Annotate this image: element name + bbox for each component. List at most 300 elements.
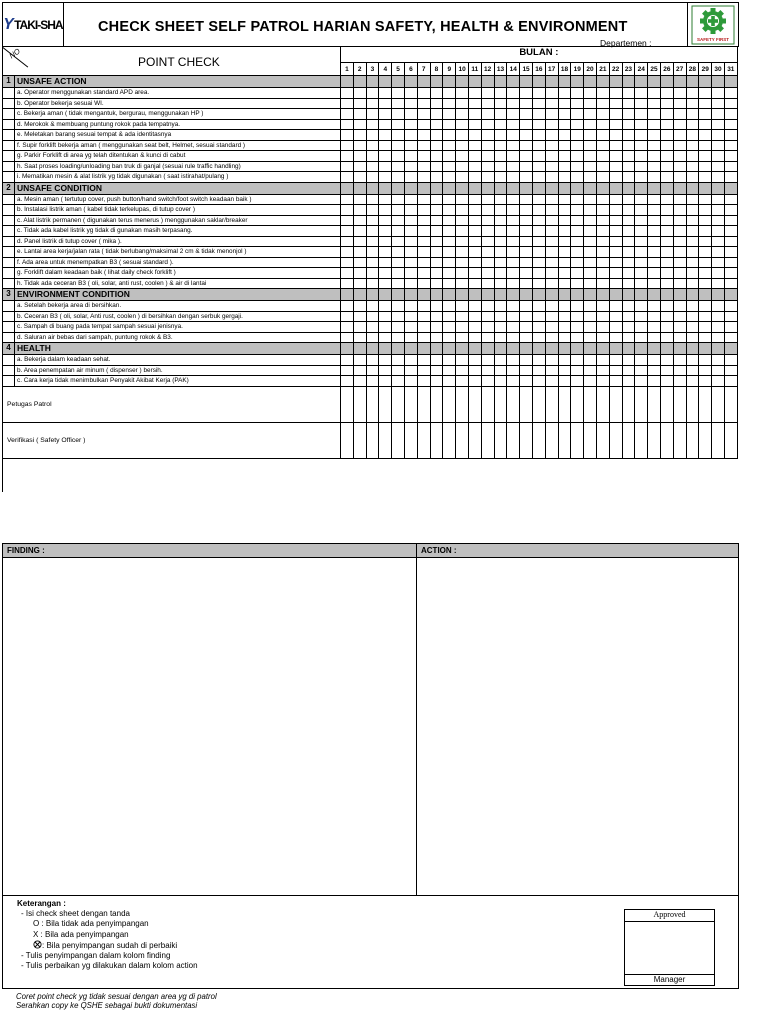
check-cell[interactable] bbox=[533, 301, 546, 312]
check-cell[interactable] bbox=[418, 268, 431, 279]
check-cell[interactable] bbox=[674, 322, 687, 333]
check-cell[interactable] bbox=[418, 333, 431, 344]
signature-cell[interactable] bbox=[546, 387, 559, 423]
check-cell[interactable] bbox=[648, 226, 661, 237]
check-cell[interactable] bbox=[392, 312, 405, 323]
check-cell[interactable] bbox=[431, 162, 444, 173]
check-cell[interactable] bbox=[392, 355, 405, 366]
check-cell[interactable] bbox=[379, 322, 392, 333]
check-cell[interactable] bbox=[495, 226, 508, 237]
check-cell[interactable] bbox=[597, 226, 610, 237]
check-cell[interactable] bbox=[456, 216, 469, 227]
check-cell[interactable] bbox=[482, 268, 495, 279]
check-cell[interactable] bbox=[712, 99, 725, 110]
check-cell[interactable] bbox=[610, 237, 623, 248]
check-cell[interactable] bbox=[469, 195, 482, 206]
signature-cell[interactable] bbox=[623, 423, 636, 459]
check-cell[interactable] bbox=[699, 216, 712, 227]
check-cell[interactable] bbox=[648, 195, 661, 206]
check-cell[interactable] bbox=[456, 268, 469, 279]
check-cell[interactable] bbox=[469, 109, 482, 120]
check-cell[interactable] bbox=[341, 268, 354, 279]
check-cell[interactable] bbox=[443, 333, 456, 344]
check-cell[interactable] bbox=[725, 120, 738, 131]
check-cell[interactable] bbox=[379, 99, 392, 110]
check-cell[interactable] bbox=[469, 151, 482, 162]
check-cell[interactable] bbox=[482, 355, 495, 366]
check-cell[interactable] bbox=[418, 195, 431, 206]
check-cell[interactable] bbox=[687, 109, 700, 120]
check-cell[interactable] bbox=[495, 247, 508, 258]
check-cell[interactable] bbox=[648, 301, 661, 312]
check-cell[interactable] bbox=[456, 141, 469, 152]
check-cell[interactable] bbox=[571, 195, 584, 206]
check-cell[interactable] bbox=[559, 120, 572, 131]
check-cell[interactable] bbox=[469, 279, 482, 290]
signature-cell[interactable] bbox=[546, 423, 559, 459]
check-cell[interactable] bbox=[546, 141, 559, 152]
check-cell[interactable] bbox=[341, 109, 354, 120]
check-cell[interactable] bbox=[469, 120, 482, 131]
check-cell[interactable] bbox=[418, 366, 431, 377]
check-cell[interactable] bbox=[456, 88, 469, 99]
check-cell[interactable] bbox=[443, 312, 456, 323]
check-cell[interactable] bbox=[367, 333, 380, 344]
check-cell[interactable] bbox=[443, 162, 456, 173]
check-cell[interactable] bbox=[469, 205, 482, 216]
check-cell[interactable] bbox=[597, 237, 610, 248]
check-cell[interactable] bbox=[392, 322, 405, 333]
check-cell[interactable] bbox=[623, 333, 636, 344]
check-cell[interactable] bbox=[405, 237, 418, 248]
check-cell[interactable] bbox=[507, 322, 520, 333]
check-cell[interactable] bbox=[418, 120, 431, 131]
check-cell[interactable] bbox=[610, 312, 623, 323]
check-cell[interactable] bbox=[623, 226, 636, 237]
check-cell[interactable] bbox=[443, 237, 456, 248]
check-cell[interactable] bbox=[495, 237, 508, 248]
check-cell[interactable] bbox=[341, 162, 354, 173]
check-cell[interactable] bbox=[418, 216, 431, 227]
check-cell[interactable] bbox=[431, 99, 444, 110]
check-cell[interactable] bbox=[533, 216, 546, 227]
check-cell[interactable] bbox=[443, 216, 456, 227]
check-cell[interactable] bbox=[635, 258, 648, 269]
check-cell[interactable] bbox=[559, 301, 572, 312]
check-cell[interactable] bbox=[571, 268, 584, 279]
signature-cell[interactable] bbox=[392, 387, 405, 423]
check-cell[interactable] bbox=[507, 172, 520, 183]
check-cell[interactable] bbox=[379, 216, 392, 227]
check-cell[interactable] bbox=[610, 195, 623, 206]
check-cell[interactable] bbox=[597, 322, 610, 333]
signature-cell[interactable] bbox=[431, 423, 444, 459]
check-cell[interactable] bbox=[495, 216, 508, 227]
check-cell[interactable] bbox=[699, 333, 712, 344]
check-cell[interactable] bbox=[431, 88, 444, 99]
check-cell[interactable] bbox=[623, 301, 636, 312]
check-cell[interactable] bbox=[584, 109, 597, 120]
check-cell[interactable] bbox=[559, 322, 572, 333]
check-cell[interactable] bbox=[367, 366, 380, 377]
check-cell[interactable] bbox=[443, 151, 456, 162]
check-cell[interactable] bbox=[725, 247, 738, 258]
check-cell[interactable] bbox=[571, 279, 584, 290]
check-cell[interactable] bbox=[443, 99, 456, 110]
check-cell[interactable] bbox=[495, 99, 508, 110]
check-cell[interactable] bbox=[341, 99, 354, 110]
check-cell[interactable] bbox=[725, 237, 738, 248]
check-cell[interactable] bbox=[469, 322, 482, 333]
check-cell[interactable] bbox=[674, 216, 687, 227]
check-cell[interactable] bbox=[610, 109, 623, 120]
signature-cell[interactable] bbox=[456, 423, 469, 459]
check-cell[interactable] bbox=[354, 130, 367, 141]
check-cell[interactable] bbox=[520, 141, 533, 152]
check-cell[interactable] bbox=[456, 258, 469, 269]
check-cell[interactable] bbox=[405, 151, 418, 162]
check-cell[interactable] bbox=[520, 247, 533, 258]
check-cell[interactable] bbox=[571, 312, 584, 323]
check-cell[interactable] bbox=[443, 376, 456, 387]
check-cell[interactable] bbox=[725, 301, 738, 312]
check-cell[interactable] bbox=[495, 366, 508, 377]
check-cell[interactable] bbox=[354, 109, 367, 120]
check-cell[interactable] bbox=[507, 247, 520, 258]
check-cell[interactable] bbox=[520, 226, 533, 237]
check-cell[interactable] bbox=[674, 195, 687, 206]
check-cell[interactable] bbox=[610, 355, 623, 366]
check-cell[interactable] bbox=[597, 355, 610, 366]
check-cell[interactable] bbox=[456, 355, 469, 366]
check-cell[interactable] bbox=[635, 333, 648, 344]
signature-cell[interactable] bbox=[354, 423, 367, 459]
check-cell[interactable] bbox=[571, 322, 584, 333]
check-cell[interactable] bbox=[559, 130, 572, 141]
check-cell[interactable] bbox=[648, 162, 661, 173]
check-cell[interactable] bbox=[584, 88, 597, 99]
signature-cell[interactable] bbox=[610, 423, 623, 459]
check-cell[interactable] bbox=[367, 355, 380, 366]
check-cell[interactable] bbox=[379, 205, 392, 216]
check-cell[interactable] bbox=[392, 141, 405, 152]
check-cell[interactable] bbox=[635, 226, 648, 237]
check-cell[interactable] bbox=[648, 151, 661, 162]
check-cell[interactable] bbox=[520, 322, 533, 333]
check-cell[interactable] bbox=[443, 355, 456, 366]
check-cell[interactable] bbox=[405, 355, 418, 366]
check-cell[interactable] bbox=[495, 355, 508, 366]
check-cell[interactable] bbox=[354, 88, 367, 99]
check-cell[interactable] bbox=[354, 312, 367, 323]
check-cell[interactable] bbox=[533, 172, 546, 183]
check-cell[interactable] bbox=[674, 279, 687, 290]
check-cell[interactable] bbox=[379, 109, 392, 120]
check-cell[interactable] bbox=[623, 205, 636, 216]
check-cell[interactable] bbox=[623, 195, 636, 206]
check-cell[interactable] bbox=[661, 258, 674, 269]
check-cell[interactable] bbox=[661, 268, 674, 279]
check-cell[interactable] bbox=[405, 88, 418, 99]
check-cell[interactable] bbox=[699, 376, 712, 387]
check-cell[interactable] bbox=[546, 247, 559, 258]
check-cell[interactable] bbox=[520, 88, 533, 99]
check-cell[interactable] bbox=[584, 195, 597, 206]
check-cell[interactable] bbox=[418, 205, 431, 216]
check-cell[interactable] bbox=[712, 237, 725, 248]
check-cell[interactable] bbox=[725, 88, 738, 99]
check-cell[interactable] bbox=[354, 162, 367, 173]
check-cell[interactable] bbox=[571, 205, 584, 216]
check-cell[interactable] bbox=[392, 268, 405, 279]
check-cell[interactable] bbox=[482, 279, 495, 290]
check-cell[interactable] bbox=[712, 312, 725, 323]
check-cell[interactable] bbox=[661, 312, 674, 323]
check-cell[interactable] bbox=[546, 355, 559, 366]
check-cell[interactable] bbox=[571, 355, 584, 366]
check-cell[interactable] bbox=[405, 205, 418, 216]
check-cell[interactable] bbox=[597, 312, 610, 323]
check-cell[interactable] bbox=[584, 120, 597, 131]
check-cell[interactable] bbox=[495, 312, 508, 323]
check-cell[interactable] bbox=[431, 258, 444, 269]
check-cell[interactable] bbox=[482, 333, 495, 344]
check-cell[interactable] bbox=[495, 151, 508, 162]
check-cell[interactable] bbox=[495, 88, 508, 99]
check-cell[interactable] bbox=[712, 109, 725, 120]
check-cell[interactable] bbox=[533, 355, 546, 366]
check-cell[interactable] bbox=[661, 322, 674, 333]
check-cell[interactable] bbox=[725, 195, 738, 206]
check-cell[interactable] bbox=[610, 120, 623, 131]
check-cell[interactable] bbox=[661, 162, 674, 173]
check-cell[interactable] bbox=[392, 130, 405, 141]
check-cell[interactable] bbox=[533, 205, 546, 216]
check-cell[interactable] bbox=[469, 355, 482, 366]
check-cell[interactable] bbox=[661, 226, 674, 237]
check-cell[interactable] bbox=[520, 301, 533, 312]
check-cell[interactable] bbox=[559, 237, 572, 248]
signature-cell[interactable] bbox=[405, 387, 418, 423]
check-cell[interactable] bbox=[520, 162, 533, 173]
check-cell[interactable] bbox=[469, 226, 482, 237]
signature-cell[interactable] bbox=[674, 423, 687, 459]
check-cell[interactable] bbox=[469, 333, 482, 344]
check-cell[interactable] bbox=[699, 268, 712, 279]
check-cell[interactable] bbox=[533, 258, 546, 269]
check-cell[interactable] bbox=[546, 322, 559, 333]
signature-cell[interactable] bbox=[559, 387, 572, 423]
check-cell[interactable] bbox=[687, 130, 700, 141]
check-cell[interactable] bbox=[584, 366, 597, 377]
check-cell[interactable] bbox=[405, 130, 418, 141]
check-cell[interactable] bbox=[507, 141, 520, 152]
signature-cell[interactable] bbox=[456, 387, 469, 423]
check-cell[interactable] bbox=[482, 258, 495, 269]
check-cell[interactable] bbox=[546, 151, 559, 162]
check-cell[interactable] bbox=[341, 216, 354, 227]
check-cell[interactable] bbox=[674, 130, 687, 141]
check-cell[interactable] bbox=[495, 141, 508, 152]
check-cell[interactable] bbox=[482, 120, 495, 131]
check-cell[interactable] bbox=[661, 99, 674, 110]
check-cell[interactable] bbox=[623, 366, 636, 377]
check-cell[interactable] bbox=[443, 109, 456, 120]
check-cell[interactable] bbox=[610, 172, 623, 183]
check-cell[interactable] bbox=[418, 355, 431, 366]
check-cell[interactable] bbox=[405, 172, 418, 183]
check-cell[interactable] bbox=[456, 120, 469, 131]
check-cell[interactable] bbox=[687, 99, 700, 110]
check-cell[interactable] bbox=[418, 226, 431, 237]
check-cell[interactable] bbox=[520, 312, 533, 323]
check-cell[interactable] bbox=[571, 109, 584, 120]
check-cell[interactable] bbox=[392, 301, 405, 312]
check-cell[interactable] bbox=[443, 268, 456, 279]
check-cell[interactable] bbox=[367, 268, 380, 279]
check-cell[interactable] bbox=[341, 88, 354, 99]
check-cell[interactable] bbox=[687, 226, 700, 237]
check-cell[interactable] bbox=[610, 88, 623, 99]
check-cell[interactable] bbox=[571, 99, 584, 110]
check-cell[interactable] bbox=[482, 88, 495, 99]
signature-cell[interactable] bbox=[725, 423, 738, 459]
check-cell[interactable] bbox=[520, 279, 533, 290]
check-cell[interactable] bbox=[674, 141, 687, 152]
check-cell[interactable] bbox=[405, 322, 418, 333]
check-cell[interactable] bbox=[559, 216, 572, 227]
check-cell[interactable] bbox=[584, 247, 597, 258]
check-cell[interactable] bbox=[635, 151, 648, 162]
check-cell[interactable] bbox=[584, 258, 597, 269]
check-cell[interactable] bbox=[379, 88, 392, 99]
check-cell[interactable] bbox=[443, 247, 456, 258]
check-cell[interactable] bbox=[610, 247, 623, 258]
check-cell[interactable] bbox=[623, 312, 636, 323]
check-cell[interactable] bbox=[354, 226, 367, 237]
check-cell[interactable] bbox=[559, 141, 572, 152]
check-cell[interactable] bbox=[699, 247, 712, 258]
check-cell[interactable] bbox=[610, 333, 623, 344]
check-cell[interactable] bbox=[469, 237, 482, 248]
check-cell[interactable] bbox=[559, 151, 572, 162]
check-cell[interactable] bbox=[699, 130, 712, 141]
check-cell[interactable] bbox=[546, 237, 559, 248]
check-cell[interactable] bbox=[392, 88, 405, 99]
check-cell[interactable] bbox=[520, 216, 533, 227]
check-cell[interactable] bbox=[482, 162, 495, 173]
signature-cell[interactable] bbox=[597, 387, 610, 423]
signature-cell[interactable] bbox=[584, 423, 597, 459]
signature-cell[interactable] bbox=[507, 423, 520, 459]
check-cell[interactable] bbox=[456, 162, 469, 173]
check-cell[interactable] bbox=[379, 120, 392, 131]
check-cell[interactable] bbox=[699, 366, 712, 377]
check-cell[interactable] bbox=[495, 301, 508, 312]
check-cell[interactable] bbox=[379, 237, 392, 248]
check-cell[interactable] bbox=[456, 301, 469, 312]
signature-cell[interactable] bbox=[699, 423, 712, 459]
check-cell[interactable] bbox=[674, 366, 687, 377]
check-cell[interactable] bbox=[699, 99, 712, 110]
check-cell[interactable] bbox=[571, 141, 584, 152]
check-cell[interactable] bbox=[699, 172, 712, 183]
check-cell[interactable] bbox=[507, 226, 520, 237]
signature-cell[interactable] bbox=[379, 387, 392, 423]
check-cell[interactable] bbox=[405, 376, 418, 387]
check-cell[interactable] bbox=[674, 226, 687, 237]
check-cell[interactable] bbox=[597, 216, 610, 227]
check-cell[interactable] bbox=[405, 195, 418, 206]
check-cell[interactable] bbox=[341, 141, 354, 152]
check-cell[interactable] bbox=[635, 109, 648, 120]
check-cell[interactable] bbox=[597, 376, 610, 387]
check-cell[interactable] bbox=[712, 120, 725, 131]
check-cell[interactable] bbox=[379, 226, 392, 237]
check-cell[interactable] bbox=[367, 141, 380, 152]
check-cell[interactable] bbox=[379, 258, 392, 269]
check-cell[interactable] bbox=[392, 333, 405, 344]
check-cell[interactable] bbox=[482, 237, 495, 248]
check-cell[interactable] bbox=[354, 333, 367, 344]
check-cell[interactable] bbox=[354, 172, 367, 183]
check-cell[interactable] bbox=[699, 237, 712, 248]
check-cell[interactable] bbox=[405, 99, 418, 110]
check-cell[interactable] bbox=[533, 333, 546, 344]
check-cell[interactable] bbox=[354, 237, 367, 248]
check-cell[interactable] bbox=[725, 333, 738, 344]
check-cell[interactable] bbox=[431, 268, 444, 279]
check-cell[interactable] bbox=[418, 322, 431, 333]
check-cell[interactable] bbox=[559, 279, 572, 290]
check-cell[interactable] bbox=[687, 172, 700, 183]
check-cell[interactable] bbox=[610, 268, 623, 279]
check-cell[interactable] bbox=[610, 162, 623, 173]
check-cell[interactable] bbox=[635, 366, 648, 377]
check-cell[interactable] bbox=[341, 172, 354, 183]
check-cell[interactable] bbox=[354, 258, 367, 269]
check-cell[interactable] bbox=[687, 333, 700, 344]
signature-cell[interactable] bbox=[431, 387, 444, 423]
signature-cell[interactable] bbox=[392, 423, 405, 459]
check-cell[interactable] bbox=[405, 301, 418, 312]
signature-cell[interactable] bbox=[533, 387, 546, 423]
check-cell[interactable] bbox=[623, 151, 636, 162]
signature-cell[interactable] bbox=[520, 387, 533, 423]
check-cell[interactable] bbox=[341, 333, 354, 344]
check-cell[interactable] bbox=[392, 99, 405, 110]
check-cell[interactable] bbox=[571, 151, 584, 162]
signature-cell[interactable] bbox=[712, 387, 725, 423]
check-cell[interactable] bbox=[559, 162, 572, 173]
check-cell[interactable] bbox=[635, 301, 648, 312]
check-cell[interactable] bbox=[597, 130, 610, 141]
check-cell[interactable] bbox=[648, 268, 661, 279]
check-cell[interactable] bbox=[559, 195, 572, 206]
check-cell[interactable] bbox=[431, 312, 444, 323]
check-cell[interactable] bbox=[584, 355, 597, 366]
check-cell[interactable] bbox=[533, 195, 546, 206]
check-cell[interactable] bbox=[559, 247, 572, 258]
check-cell[interactable] bbox=[495, 195, 508, 206]
check-cell[interactable] bbox=[699, 195, 712, 206]
signature-cell[interactable] bbox=[635, 423, 648, 459]
check-cell[interactable] bbox=[443, 322, 456, 333]
check-cell[interactable] bbox=[341, 130, 354, 141]
check-cell[interactable] bbox=[597, 205, 610, 216]
check-cell[interactable] bbox=[546, 172, 559, 183]
check-cell[interactable] bbox=[443, 226, 456, 237]
